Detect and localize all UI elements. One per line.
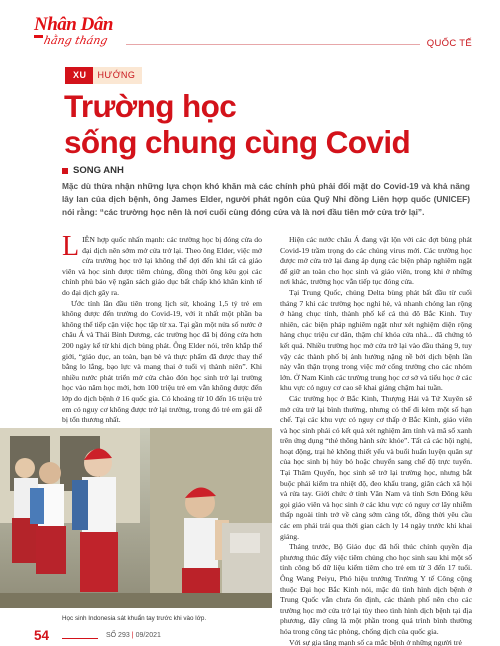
body-paragraph: Tại Trung Quốc, chủng Delta bùng phát bất đầu từ cuối tháng 7 khi các trường học nghỉ hè, và nhanh chóng lan rộng ở hàng chục tỉnh, thành phố kể cả thủ đô Bắc Kinh. Tuy nhiên, các biện pháp nghiêm ngặt như xét nghiệm diện rộng hàng chục triệu cư dân, thậm chí khóa cửa nhà... đã chứng tỏ kết quả. Nhiều trường học mở cửa trở lại vào đầu tháng 9, tuy vậy các thành phố bị ảnh hưởng nặng nề bởi dịch bệnh lần này vẫn thận trọng trong việc mở cổng trường cho các nhóm lớn. Ở Nam Kinh các trường trung học cơ sở và tiểu học ở các khu vực có nguy cơ cao sẽ khai giảng chậm hai tuần. [280,287,472,393]
footer-rule [62,638,98,639]
article-photo [0,428,272,608]
logo-sub-text: hằng tháng [42,34,109,47]
body-paragraph: Ước tính lần đầu tiên trong lịch sử, khoảng 1,5 tỷ trẻ em không được đến trường do Covid-19, với ít nhất một phần ba không thể tiếp cận việc học tập từ xa. Tại gần một nửa số nước ở châu Á và Thái Bình Dương, các trường học đã bị đóng cửa hơn 200 ngày kể từ khi dịch bùng phát. Ông Elder nói, trên khắp thế giới, “giáo dục, an toàn, bạn bè và thực phẩm đã được thay thế bằng lo lắng, bạo lực và mang thai ở tuổi vị thành niên”. Khi nhiều nước phát triển mở cửa chào đón học sinh trở lại trường học vào năm học mới, hơn 100 triệu trẻ em vẫn không được đến lớp do dịch bệnh ở 16 quốc gia. Có khoảng từ 10 đến 16 triệu trẻ em có nguy cơ không được trở lại trường, trong đó trẻ em gái dễ bị tổn thương nhất. [62,298,262,425]
category-tag [65,67,142,84]
page-header [0,0,500,62]
author-name: SONG ANH [73,165,124,176]
page-footer [0,628,500,646]
article-lead: Mặc dù thừa nhận những lựa chọn khó khăn mà các chính phủ phải đối mặt do Covid-19 và khả năng lây lan của dịch bệnh, ông James Elder, người phát ngôn của Quỹ Nhi đồng Liên hợp quốc (UNICEF) nói rằng: “các trường học nên là nơi cuối cùng đóng cửa và là nơi đầu tiên mở cửa trở lại”. [62,181,470,217]
body-column-left [62,231,262,426]
page-number: 54 [34,628,50,643]
section-label: QUỐC TẾ [426,38,472,49]
logo-main-text: Nhân Dân [34,14,113,35]
headline-line2: sống chung cùng Covid [64,124,411,160]
issue-info [106,632,161,639]
body-paragraph: Với sự gia tăng mạnh số ca mắc bệnh ở những người trẻ [289,637,462,646]
issue-separator: | [131,632,134,639]
body-paragraph: Các trường học ở Bắc Kinh, Thượng Hải và Tứ Xuyên sẽ mở cửa trở lại bình thường, nhưng có thể đi kèm một số hạn chế. Tại các khu vực có nguy cơ thấp ở Bắc Kinh, giáo viên và học sinh phải có kết quả xét nghiệm âm tính và mã sổ xanh trên ứng dụng “thẻ thông hành sức khỏe”. Tất cả các hội nghị, hoạt động, trại hè không thiết yếu và buổi huấn luyện quân sự của học sinh bị hủy bỏ hoặc chuyển sang chế độ trực tuyến. Tại Thâm Quyến, học sinh sẽ trở lại trường học, nhưng bắt buộc phải kiểm tra nhiệt độ, đeo khẩu trang, giãn cách xã hội và rửa tay. Giới chức ở tỉnh Vân Nam và tỉnh Sơn Đông kêu gọi giáo viên và học sinh ở các khu vực có nguy cơ lây nhiễm thấp ngoài tỉnh trở về càng sớm càng tốt, đồng thời yêu cầu các em phải trải qua thời gian cách ly 14 ngày trước khi khai giảng. [280,393,472,541]
masthead-logo [34,14,126,52]
body-paragraph-text: IÊN hợp quốc nhấn mạnh: các trường học bị đóng cửa do đại dịch nên sớm mở cửa trở lại. Theo ông Elder, việc mở cửa trường học trở lại không thể đợi đến khi tất cả giáo viên và học sinh được tiêm chủng, đồng thời ông kêu gọi các chính phủ bảo vệ ngân sách giáo dục bất chấp khó khăn kinh tế do đại dịch gây ra. [62,235,262,297]
headline-line1: Trường học [64,88,237,124]
photo-caption: Học sinh Indonesia sát khuẩn tay trước khi vào lớp. [62,615,207,622]
issue-date: 09/2021 [135,632,161,639]
logo-bar [34,35,43,38]
drop-cap: L [62,231,80,262]
section-rule [126,44,420,45]
article-headline [64,88,410,160]
body-column-right [280,235,472,646]
byline-square-icon [62,168,68,174]
body-paragraph: Hiện các nước châu Á đang vật lộn với các đợt bùng phát Covid-19 trầm trọng do các chủng virus mới. Các trường học được mở cửa trở lại đang áp dụng các biện pháp nghiêm ngặt để giữ an toàn cho học sinh và giáo viên, trong khi ở những nơi khác, trường học vẫn tiếp tục đóng cửa. [280,235,472,287]
category-tag-part1: XU [65,67,93,84]
body-paragraph [62,231,262,299]
author-byline [62,165,124,176]
issue-label: SỐ 293 [106,632,130,639]
body-paragraph: Tháng trước, Bộ Giáo dục đã hối thúc chính quyền địa phương thúc đẩy việc tiêm chủng cho học sinh sau khi một số tỉnh công bố dữ liệu kiểm tiêm cho trẻ em từ 3 đến 17 tuổi. Ông Wang Peiyu, Phó hiệu trưởng Trường Y tế Công cộng thuộc Đại học Bắc Kinh nói, mặc dù tình hình dịch bệnh ở Trung Quốc vẫn chưa ổn định, các thành phố nên cho các trường học mở cửa trở lại tùy theo tình hình dịch bệnh tại địa phương, đây cũng là một phần trong quá trình bình thường hóa trong công tác phòng, chống dịch của quốc gia. [280,542,472,636]
category-tag-part2: HƯỚNG [93,67,143,84]
photo-schoolchildren-washing-hands [0,428,272,608]
